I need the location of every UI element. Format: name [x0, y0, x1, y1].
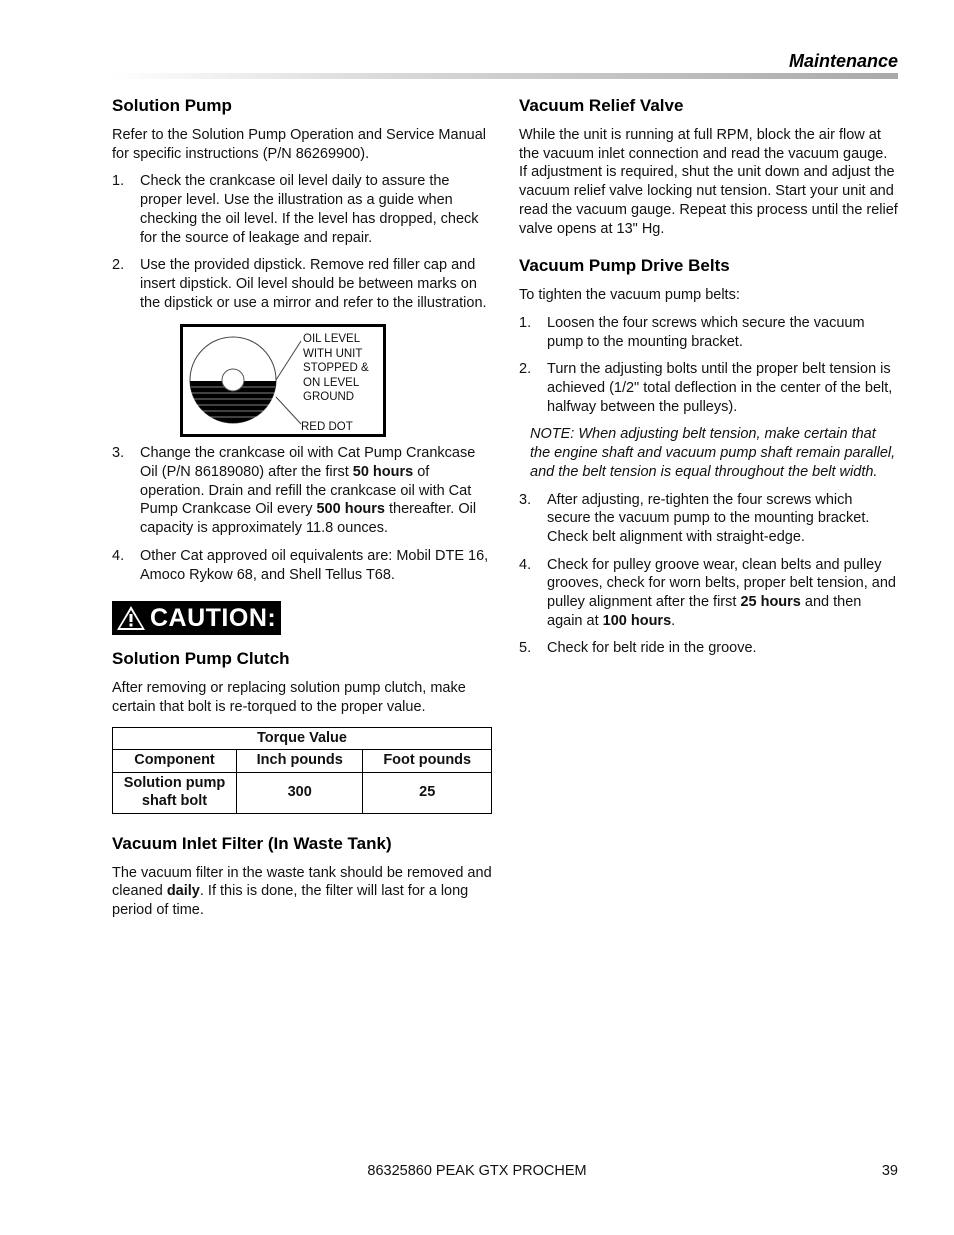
column-header: Component	[113, 750, 237, 773]
list-item	[519, 639, 899, 658]
table-cell: 300	[237, 772, 363, 813]
solution-pump-intro: Refer to the Solution Pump Operation and Service Manual for specific instructions (P/N 86269900).	[112, 127, 486, 162]
step-number: 4.	[519, 556, 532, 573]
step-text: After adjusting, re-tighten the four screws which secure the vacuum pump to the mounting bracket. Check belt alignment with straight-edge.	[547, 491, 870, 545]
step-text: Change the crankcase oil with Cat Pump Crankcase Oil (P/N 86189080) after the first 50 hours of operation. Drain and refill the crankcase oil with Cat Pump Crankcase Oil every 500 hours thereafter. Oil capacity is approximately 11.8 ounces.	[140, 445, 477, 537]
step-number: 5.	[519, 640, 532, 657]
step-text: Use the provided dipstick. Remove red filler cap and insert dipstick. Oil level should be between marks on the dipstick or use a mirror and refer to the illustration.	[140, 257, 487, 311]
heading-vacuum-inlet-filter: Vacuum Inlet Filter (In Waste Tank)	[112, 833, 392, 853]
warning-icon	[116, 605, 146, 631]
step-number: 4.	[112, 547, 125, 564]
list-item	[112, 256, 492, 312]
step-text: Check for pulley groove wear, clean belts and pulley grooves, check for worn belts, proper belt tension, and pulley alignment after the first 25 hours and then again at 100 hours.	[547, 556, 896, 629]
relief-text: While the unit is running at full RPM, block the air flow at the vacuum inlet connection and read the vacuum gauge. If adjustment is required, shut the unit down and adjust the vacuum relief valve locking nut tension. Start your unit and read the vacuum gauge. Repeat this process until the relief valve opens at 13" Hg.	[519, 127, 898, 237]
table-cell: Solution pump shaft bolt	[113, 772, 237, 813]
header-rule	[112, 73, 898, 79]
step-text: Turn the adjusting bolts until the proper belt tension is achieved (1/2" total deflection in the center of the belt, halfway between the pulleys).	[547, 361, 893, 415]
list-item	[519, 491, 899, 547]
list-item	[519, 314, 899, 351]
section-title: Maintenance	[788, 51, 898, 71]
step-text: Check the crankcase oil level daily to assure the proper level. Use the illustration as a guide when checking the oil level. If the level has dropped, check for the source of leakage and repair.	[140, 173, 479, 246]
table-cell: 25	[363, 772, 492, 813]
step-number: 1.	[519, 314, 532, 331]
footer-document-title: 86325860 PEAK GTX PROCHEM	[367, 1163, 587, 1179]
table-caption: Torque Value	[113, 727, 492, 750]
list-item	[112, 172, 492, 247]
heading-solution-pump-clutch: Solution Pump Clutch	[112, 649, 290, 669]
step-text: Loosen the four screws which secure the vacuum pump to the mounting bracket.	[547, 314, 865, 350]
column-header: Foot pounds	[363, 750, 492, 773]
red-dot-label: RED DOT	[301, 421, 353, 434]
table-row	[113, 772, 492, 813]
oil-level-illustration	[180, 324, 386, 437]
step-number: 2.	[519, 361, 532, 378]
list-item	[519, 360, 899, 416]
step-text: Other Cat approved oil equivalents are: Mobil DTE 16, Amoco Rykow 68, and Shell Tellus T68.	[140, 547, 489, 583]
step-number: 1.	[112, 173, 125, 190]
right-column	[519, 96, 899, 667]
heading-vacuum-pump-drive-belts: Vacuum Pump Drive Belts	[519, 256, 730, 276]
step-number: 3.	[519, 491, 532, 508]
step-text: Check for belt ride in the groove.	[547, 640, 757, 657]
filter-text: The vacuum filter in the waste tank should be removed and cleaned daily. If this is done, the filter will last for a long period of time.	[112, 864, 492, 919]
step-number: 3.	[112, 445, 125, 462]
page-number: 39	[881, 1163, 898, 1179]
step-number: 2.	[112, 257, 125, 274]
heading-solution-pump: Solution Pump	[112, 96, 232, 115]
list-item	[519, 556, 899, 631]
caution-banner	[112, 601, 281, 635]
table-header-row	[113, 750, 492, 773]
belts-intro: To tighten the vacuum pump belts:	[519, 287, 740, 304]
oil-level-label: OIL LEVEL WITH UNIT STOPPED & ON LEVEL GROUND	[303, 333, 369, 404]
clutch-text: After removing or replacing solution pump clutch, make certain that bolt is re-torqued to the proper value.	[112, 680, 466, 715]
heading-vacuum-relief-valve: Vacuum Relief Valve	[519, 96, 684, 115]
left-column	[112, 96, 492, 929]
caution-label: CAUTION:	[150, 603, 277, 632]
belt-note: NOTE: When adjusting belt tension, make certain that the engine shaft and vacuum pump shaft remain parallel, and the belt tension is equal throughout the belt width.	[530, 426, 896, 480]
column-header: Inch pounds	[237, 750, 363, 773]
torque-table	[112, 727, 492, 814]
list-item	[112, 547, 492, 584]
list-item	[112, 444, 492, 538]
